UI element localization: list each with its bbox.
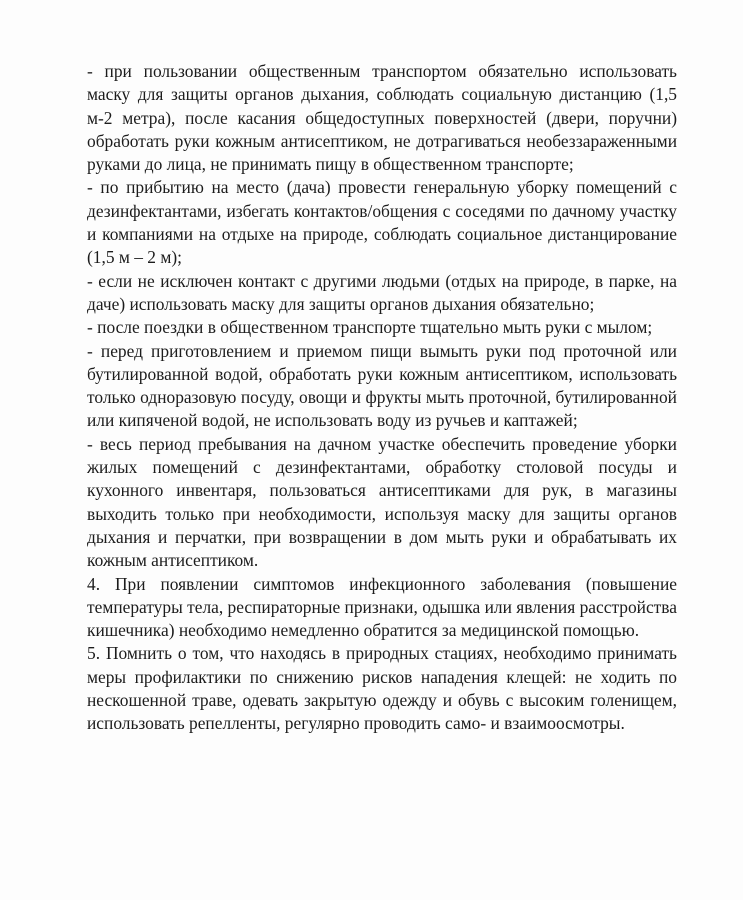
paragraph-transport-mask: - при пользовании общественным транспортом обязательно использовать маску для защиты органов дыхания, соблюдать социальную дистанцию (1,5 м-2 метра), после касания общедоступных поверхностей (двери, поручни) обработать руки кожным антисептиком, не дотрагиваться необеззараженными руками до лица, не принимать пищу в общественном транспорте; bbox=[87, 61, 677, 175]
paragraph-stay-period: - весь период пребывания на дачном участке обеспечить проведение уборки жилых помещений с дезинфектантами, обработку столовой посуды и кухонного инвентаря, пользоваться антисептиками для рук, в магазины выходить только при необходимости, используя маску для защиты органов дыхания и перчатки, при возвращении в дом мыть руки и обрабатывать их кожным антисептиком. bbox=[87, 433, 677, 571]
document-body bbox=[87, 60, 677, 736]
paragraph-food-hygiene: - перед приготовлением и приемом пищи вымыть руки под проточной или бутилированной водой, обработать руки кожным антисептиком, использовать только одноразовую посуду, овощи и фрукты мыть проточной, бутилированной или кипяченой водой, не использовать воду из ручьев и каптажей; bbox=[87, 340, 677, 431]
paragraph-item-4-symptoms: 4. При появлении симптомов инфекционного заболевания (повышение температуры тела, респираторные признаки, одышка или явления расстройства кишечника) необходимо немедленно обратится за медицинской помощью. bbox=[87, 573, 677, 641]
paragraph-item-5-ticks: 5. Помнить о том, что находясь в природных стациях, необходимо принимать меры профилактики по снижению рисков нападения клещей: не ходить по нескошенной траве, одевать закрытую одежду и обувь с высоким голенищем, использовать репелленты, регулярно проводить само- и взаимоосмотры. bbox=[87, 643, 677, 734]
paragraph-wash-hands: - после поездки в общественном транспорте тщательно мыть руки с мылом; bbox=[87, 317, 653, 338]
paragraph-contact-mask: - если не исключен контакт с другими людьми (отдых на природе, в парке, на даче) использовать маску для защиты органов дыхания обязательно; bbox=[87, 270, 677, 314]
paragraph-cleaning-distancing: - по прибытию на место (дача) провести генеральную уборку помещений с дезинфектантами, избегать контактов/общения с соседями по дачному участку и компаниями на отдыхе на природе, соблюдать социальное дистанцирование (1,5 м – 2 м); bbox=[87, 177, 677, 268]
